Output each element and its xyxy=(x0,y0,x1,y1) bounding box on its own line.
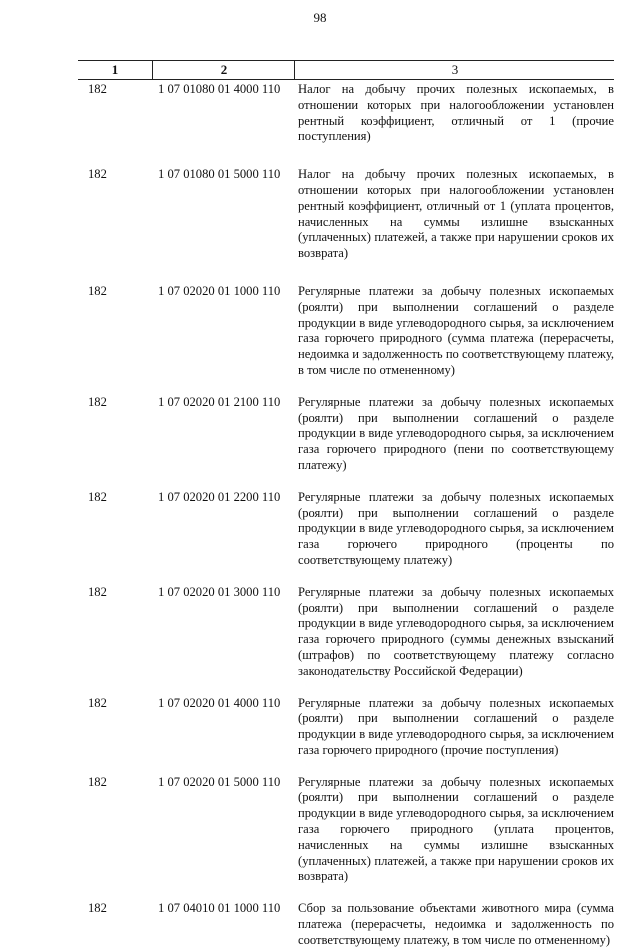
table-row xyxy=(78,282,614,379)
revenue-description: Регулярные платежи за добычу полезных ископаемых (роялти) при выполнении соглашений о разделе продукции в виде углеводородного сырья, за исключением газа горючего природного (суммы денежных взысканий (штрафов) по соответствующему платежу согласно законодательству Российской Федерации) xyxy=(298,584,614,678)
admin-code: 182 xyxy=(88,695,107,710)
table-header xyxy=(78,60,614,80)
revenue-description: Налог на добычу прочих полезных ископаемых, в отношении которых при налогообложении установлен рентный коэффициент, отличный от 1 (прочие поступления) xyxy=(298,82,614,144)
revenue-description: Сбор за пользование объектами животного мира (сумма платежа (перерасчеты, недоимка и задолженность по соответствующему платежу, в том числе по отмененному) xyxy=(298,901,614,947)
table-row xyxy=(78,899,614,948)
budget-code: 1 07 02020 01 4000 110 xyxy=(158,695,281,710)
header-col-1: 1 xyxy=(111,62,119,77)
budget-code: 1 07 02020 01 2100 110 xyxy=(158,394,281,409)
admin-code: 182 xyxy=(88,489,107,504)
table-row xyxy=(78,165,614,262)
header-col-2: 2 xyxy=(152,61,295,79)
admin-code: 182 xyxy=(88,584,107,599)
table-row xyxy=(78,773,614,886)
admin-code: 182 xyxy=(88,901,107,916)
budget-code: 1 07 01080 01 5000 110 xyxy=(158,167,281,182)
admin-code: 182 xyxy=(88,82,107,96)
admin-code: 182 xyxy=(88,394,107,409)
admin-code: 182 xyxy=(88,167,107,182)
budget-code: 1 07 02020 01 1000 110 xyxy=(158,283,281,298)
admin-code: 182 xyxy=(88,283,107,298)
budget-code: 1 07 01080 01 4000 110 xyxy=(158,82,281,96)
table-row xyxy=(78,393,614,474)
table-row xyxy=(78,694,614,759)
revenue-codes-table xyxy=(78,60,614,949)
revenue-description: Регулярные платежи за добычу полезных ископаемых (роялти) при выполнении соглашений о разделе продукции в виде углеводородного сырья, за исключением газа горючего природного (уплата процентов, начисленных на суммы излишне взысканных (уплаченных) платежей, а также при нарушении сроков их возврата) xyxy=(298,774,614,884)
budget-code: 1 07 04010 01 1000 110 xyxy=(158,901,281,916)
budget-code: 1 07 02020 01 2200 110 xyxy=(158,489,281,504)
table-row xyxy=(78,80,614,145)
admin-code: 182 xyxy=(88,774,107,789)
budget-code: 1 07 02020 01 5000 110 xyxy=(158,774,281,789)
page-number: 98 xyxy=(313,10,327,25)
revenue-description: Регулярные платежи за добычу полезных ископаемых (роялти) при выполнении соглашений о разделе продукции в виде углеводородного сырья, за исключением газа горючего природного (прочие поступления) xyxy=(298,695,614,757)
revenue-description: Налог на добычу прочих полезных ископаемых, в отношении которых при налогообложении установлен рентный коэффициент, отличный от 1 (уплата процентов, начисленных на суммы излишне взысканных (уплаченных) платежей, а также при нарушении сроков их возврата) xyxy=(298,167,614,261)
header-col-3: 3 xyxy=(294,61,615,79)
revenue-description: Регулярные платежи за добычу полезных ископаемых (роялти) при выполнении соглашений о разделе продукции в виде углеводородного сырья, за исключением газа горючего природного (проценты по соответствующему платежу) xyxy=(298,489,614,567)
revenue-description: Регулярные платежи за добычу полезных ископаемых (роялти) при выполнении соглашений о разделе продукции в виде углеводородного сырья, за исключением газа горючего природного (пени по соответствующему платежу) xyxy=(298,394,614,472)
budget-code: 1 07 02020 01 3000 110 xyxy=(158,584,281,599)
table-row xyxy=(78,583,614,680)
table-row xyxy=(78,488,614,569)
revenue-description: Регулярные платежи за добычу полезных ископаемых (роялти) при выполнении соглашений о разделе продукции в виде углеводородного сырья, за исключением газа горючего природного (сумма платежа (перерасчеты, недоимка и задолженность по соответствующему платежу, в том числе по отмененному) xyxy=(298,283,614,377)
